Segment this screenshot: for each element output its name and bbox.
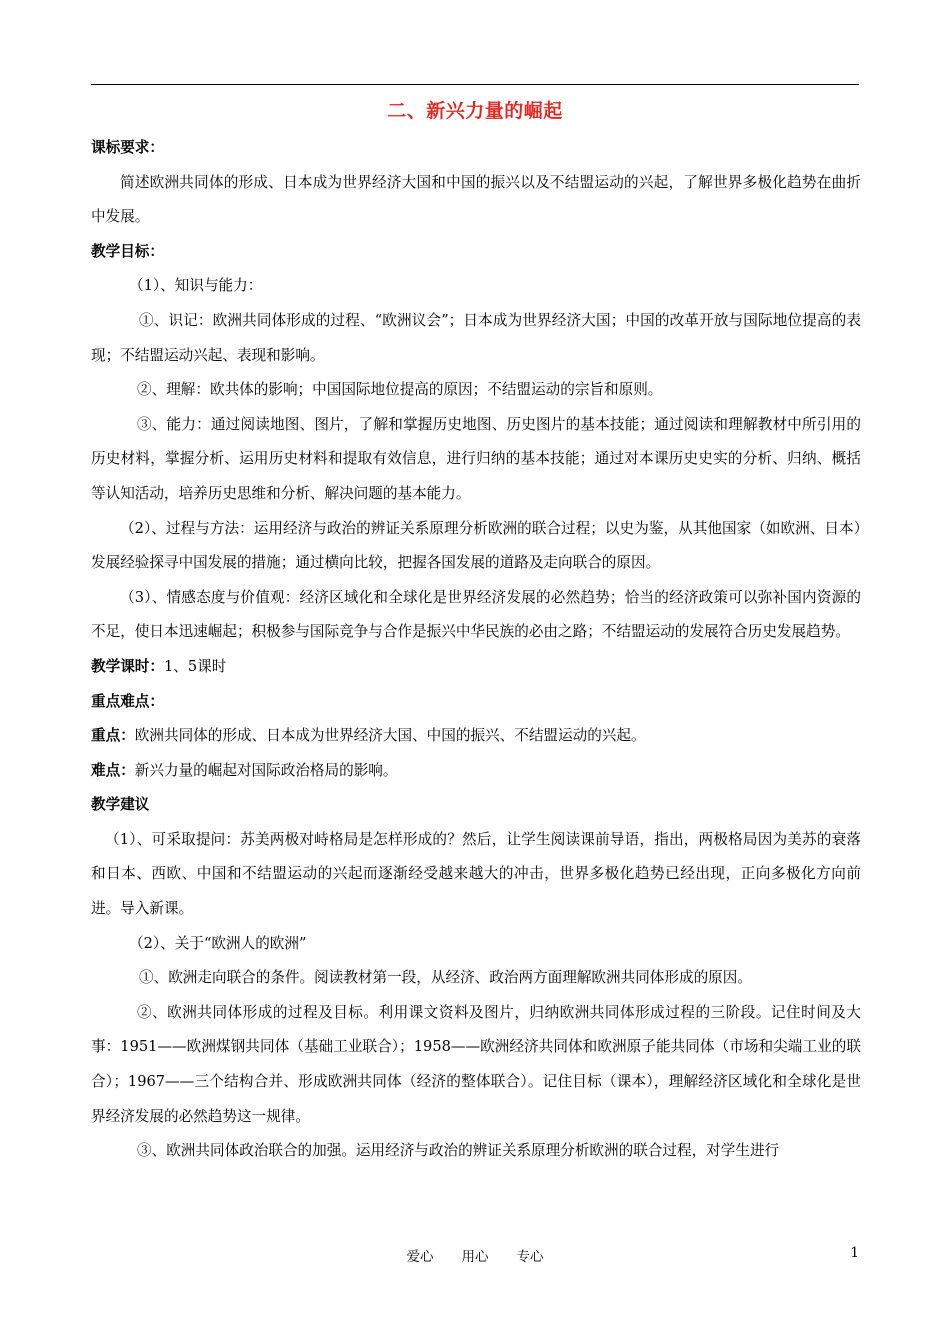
advice-2-process: ②、欧洲共同体形成的过程及目标。利用课文资料及图片，归纳欧洲共同体形成过程的三阶段。记住时间及大事：1951——欧洲煤钢共同体（基础工业联合）；1958——欧洲经济共同体和欧洲原子能共同体（市场和尖端工业的联合）；1967——三个结构合并、形成欧洲共同体（经济的整体联合）。记住目标（课本），理解经济区域化和全球化是世界经济发展的必然趋势这一规律。 — [91, 1003, 861, 1125]
advice-2-political: ③、欧洲共同体政治联合的加强。运用经济与政治的辨证关系原理分析欧洲的联合过程，对学生进行 — [137, 1142, 780, 1160]
goal1-recall: ①、识记：欧洲共同体形成的过程、“欧洲议会”；日本成为世界经济大国；中国的改革开放与国际地位提高的表现；不结盟运动兴起、表现和影响。 — [91, 311, 861, 364]
difficult-label: 难点： — [91, 761, 135, 779]
keypoints-heading: 重点难点： — [91, 692, 164, 710]
key-line — [91, 719, 861, 754]
goal1-heading: （1）、知识与能力： — [129, 277, 263, 295]
advice-heading: 教学建议 — [91, 796, 150, 814]
page-number: 1 — [850, 1245, 859, 1261]
hours-label: 教学课时： — [91, 657, 164, 675]
motto-word: 爱心 — [406, 1249, 434, 1265]
document-body — [91, 131, 861, 1169]
difficult-line — [91, 754, 861, 789]
goal1-ability: ③、能力：通过阅读地图、图片，了解和掌握历史地图、历史图片的基本技能；通过阅读和理解教材中所引用的历史材料，掌握分析、运用历史材料和提取有效信息，进行归纳的基本技能；通过对本课历史史实的分析、归纳、概括等认知活动，培养历史思维和分析、解决问题的基本能力。 — [91, 415, 861, 502]
standard-heading: 课标要求： — [91, 139, 164, 156]
goal1-understand: ②、理解：欧共体的影响；中国国际地位提高的原因；不结盟运动的宗旨和原则。 — [137, 381, 663, 399]
header-rule — [91, 84, 859, 85]
goal2-process: （2）、过程与方法：运用经济与政治的辨证关系原理分析欧洲的联合过程；以史为鉴，从其他国家（如欧洲、日本）发展经验探寻中国发展的措施；通过横向比较，把握各国发展的道路及走向联合的原因。 — [91, 519, 861, 572]
goals-heading: 教学目标： — [91, 242, 164, 260]
advice-2-heading: （2）、关于“欧洲人的欧洲” — [129, 934, 307, 952]
hours-value: 1、5课时 — [163, 657, 227, 675]
key-label: 重点： — [91, 727, 135, 745]
difficult-text: 新兴力量的崛起对国际政治格局的影响。 — [134, 761, 398, 779]
advice-1: （1）、可采取提问：苏美两极对峙格局是怎样形成的？然后，让学生阅读课前导语，指出，两极格局因为美苏的衰落和日本、西欧、中国和不结盟运动的兴起而逐渐经受越来越大的冲击，世界多极化趋势已经出现，正向多极化方向前进。导入新课。 — [91, 830, 861, 918]
goal3-values: （3）、情感态度与价值观：经济区域化和全球化是世界经济发展的必然趋势；恰当的经济政策可以弥补国内资源的不足，使日本迅速崛起；积极参与国际竞争与合作是振兴中华民族的必由之路；不结盟运动的发展符合历史发展趋势。 — [91, 588, 861, 641]
page-title: 二、新兴力量的崛起 — [387, 100, 563, 122]
footer-motto — [0, 1245, 950, 1265]
hours-line — [91, 650, 861, 685]
advice-2-conditions: ①、欧洲走向联合的条件。阅读教材第一段，从经济、政治两方面理解欧洲共同体形成的原因。 — [139, 969, 752, 987]
key-text: 欧洲共同体的形成、日本成为世界经济大国、中国的振兴、不结盟运动的兴起。 — [134, 727, 646, 745]
standard-text: 简述欧洲共同体的形成、日本成为世界经济大国和中国的振兴以及不结盟运动的兴起，了解世界多极化趋势在曲折中发展。 — [91, 173, 861, 226]
motto-word: 用心 — [461, 1249, 489, 1265]
motto-word: 专心 — [516, 1249, 544, 1265]
